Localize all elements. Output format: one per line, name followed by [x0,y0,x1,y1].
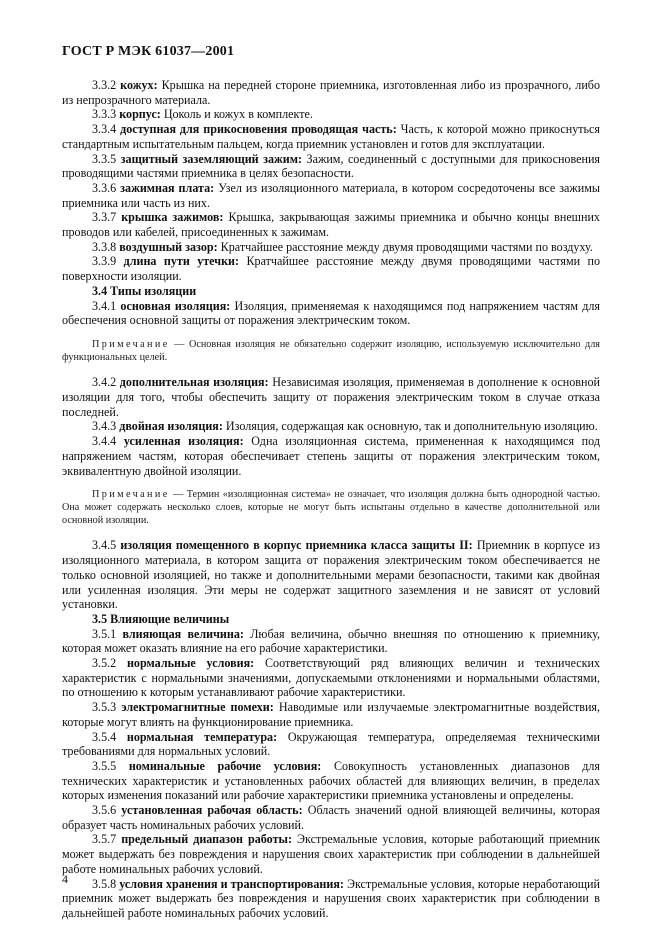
clause-3-5-8: 3.5.8 условия хранения и транспортирования: Экстремальные условия, которые неработающий приемник может выдержать без повреждения и нарушения своих характеристик при соблюдении в дальнейшей работе номинальных рабочих условий. [62,876,600,920]
clause-3-5-7: 3.5.7 предельный диапазон работы: Экстремальные условия, которые работающий приемник может выдержать без повреждения и нарушения своих характеристик при соблюдении в дальнейшей работе номинальных рабочих условий. [62,832,600,876]
page-header: ГОСТ Р МЭК 61037—2001 [62,44,235,59]
clause-3-5-1: 3.5.1 влияющая величина: Любая величина, обычно внешняя по отношению к приемнику, которая может оказать влияние на его рабочие характеристики. [62,626,601,656]
clause-3-3-5: 3.3.5 защитный заземляющий зажим: Зажим, соединенный с доступными для прикосновения проводящими частями приемника в целях безопасности. [62,151,600,181]
clause-3-3-2: 3.3.2 кожух: Крышка на передней стороне приемника, изготовленная либо из прозрачного, либо из непрозрачного материала. [62,78,600,107]
note-2: Примечание — Термин «изоляционная система» не означает, что изоляция должна быть однородной частью. Она может содержать несколько слоев, которые не могут быть испытаны отдельно в качестве дополнительной или основной изоляции. [62,489,600,526]
clause-3-3-6: 3.3.6 зажимная плата: Узел из изоляционного материала, в котором сосредоточены все зажимы приемника или часть из них. [62,180,600,210]
clause-3-5-6: 3.5.6 установленная рабочая область: Область значений одной влияющей величины, которая образует часть номинальных рабочих условий. [62,803,601,832]
clause-3-3-9: 3.3.9 длина пути утечки: Кратчайшее расстояние между двумя проводящими частями по поверхности изоляции. [62,254,601,284]
clause-3-5-5: 3.5.5 номинальные рабочие условия: Совокупность установленных диапазонов для технических характеристик и установленных рабочих областей для влияющих величин, в пределах которых изменения показаний или рабочие характеристики приемника установлены и определены. [62,758,600,803]
clause-3-4-1: 3.4.1 основная изоляция: Изоляция, применяемая к находящимся под напряжением частям для обеспечения основной защиты от поражения электрическим током. [62,298,600,328]
clause-3-5-3: 3.5.3 электромагнитные помехи: Наводимые или излучаемые электромагнитные воздействия, которые могут влиять на функционирование приемника. [62,700,601,729]
page-number: 4 [62,872,68,886]
clause-3-3-8: 3.3.8 воздушный зазор: Кратчайшее расстояние между двумя проводящими частями по воздуху. [92,239,593,254]
section-heading-3-5: 3.5 Влияющие величины [92,611,230,626]
note-1: Примечание — Основная изоляция не обязательно содержит изоляцию, используемую исключительно для функциональных целей. [62,338,600,363]
clause-3-4-2: 3.4.2 дополнительная изоляция: Независимая изоляция, применяемая в дополнение к основной изоляции для того, чтобы обеспечить защиту от поражения электрическим током в случае отказа последней. [62,375,601,419]
clause-3-5-2: 3.5.2 нормальные условия: Соответствующий ряд влияющих величин и технических характеристик с нормальными значениями, допускаемыми отклонениями и нормальными областями, по отношению к которым устанавливают рабочие характеристики. [62,656,600,700]
clause-3-4-4: 3.4.4 усиленная изоляция: Одна изоляционная система, примененная к находящимся под напряжением частям, которая обеспечивает степень защиты от поражения электрическим током, эквивалентную двойной изоляции. [62,434,600,478]
clause-3-3-4: 3.3.4 доступная для прикосновения проводящая часть: Часть, к которой можно прикоснуться стандартным испытательным пальцем, когда приемник установлен и готов для эксплуатации. [62,122,600,151]
clause-3-3-3: 3.3.3 корпус: Цоколь и кожух в комплекте. [92,107,313,122]
clause-3-4-3: 3.4.3 двойная изоляция: Изоляция, содержащая как основную, так и дополнительную изоляцию. [92,419,598,434]
clause-3-3-7: 3.3.7 крышка зажимов: Крышка, закрывающая зажимы приемника и обычно концы внешних проводов или кабелей, присоединенных к зажимам. [62,210,600,240]
clause-3-4-5: 3.4.5 изоляция помещенного в корпус приемника класса защиты II: Приемник в корпусе из изоляционного материала, в котором защита от поражения электрическим током обеспечивается не только основной изоляцией, но также и дополнительными мерами безопасности, такими как двойная или усиленная изоляция. Эти меры не содержат защитного заземления и не зависят от условий установки. [62,538,601,612]
document-body [62,78,600,921]
section-heading-3-4: 3.4 Типы изоляции [92,283,197,298]
clause-3-5-4: 3.5.4 нормальная температура: Окружающая температура, определяемая техническими требованиями для нормальных условий. [62,729,600,759]
